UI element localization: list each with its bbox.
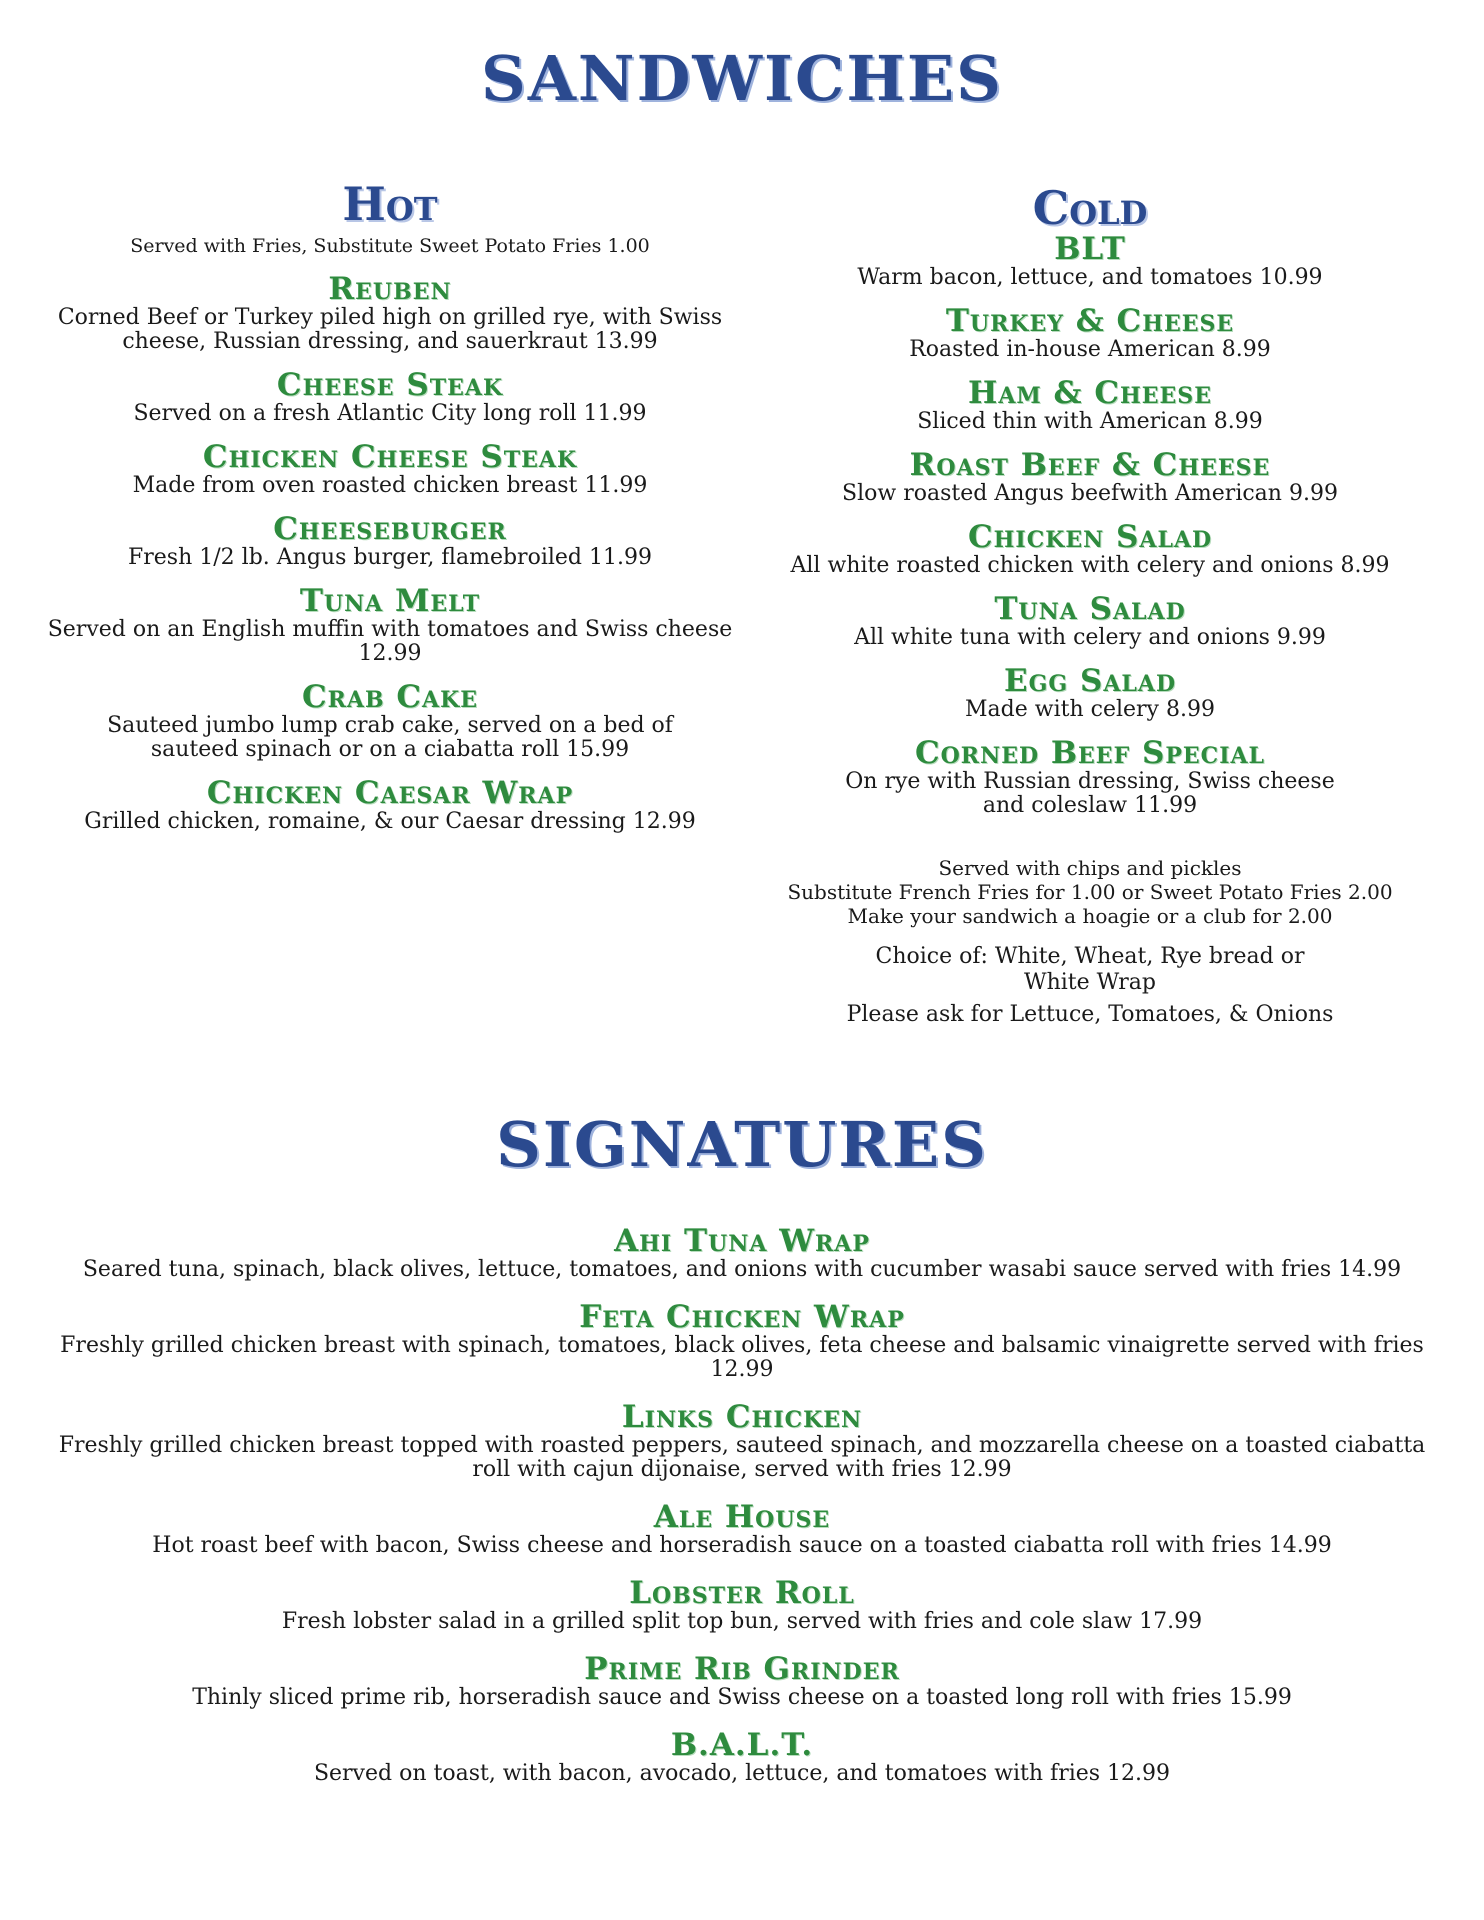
item-description: Served on an English muffin with tomatoes and Swiss cheese 12.99 xyxy=(47,617,733,666)
item-name: Feta Chicken Wrap xyxy=(579,1299,905,1335)
menu-item xyxy=(770,232,1410,290)
item-name: Tuna Melt xyxy=(299,583,481,619)
ask-line: Please ask for Lettuce, Tomatoes, & Onions xyxy=(846,1002,1334,1027)
item-name: B.A.L.T. xyxy=(670,1727,814,1763)
item-description: Seared tuna, spinach, black olives, lettuce, tomatoes, and onions with cucumber wasabi sauce served with fries 14.99 xyxy=(82,1257,1402,1282)
item-name: Ahi Tuna Wrap xyxy=(614,1223,870,1259)
menu-item xyxy=(770,736,1410,818)
item-name: Egg Salad xyxy=(1003,663,1177,699)
cold-heading: Cold xyxy=(1032,181,1148,235)
item-name: Tuna Salad xyxy=(994,591,1186,627)
item-name: Ale House xyxy=(653,1499,831,1535)
menu-item xyxy=(30,1224,1454,1282)
menu-item xyxy=(40,584,740,666)
signatures-list xyxy=(30,1224,1454,1786)
cold-notes xyxy=(770,856,1410,928)
menu-item xyxy=(770,304,1410,362)
menu-item xyxy=(30,1500,1454,1558)
note-line: Substitute French Fries for 1.00 or Sweet Potato Fries 2.00 xyxy=(787,880,1393,904)
item-description: Served on toast, with bacon, avocado, lettuce, and tomatoes with fries 12.99 xyxy=(313,1761,1171,1786)
item-name: Links Chicken xyxy=(621,1399,863,1435)
item-description: Thinly sliced prime rib, horseradish sauce and Swiss cheese on a toasted long roll with fries 15.99 xyxy=(192,1685,1292,1710)
item-name: Lobster Roll xyxy=(629,1575,855,1611)
menu-item xyxy=(40,272,740,354)
choice-line: Choice of: White, Wheat, Rye bread or xyxy=(875,944,1305,969)
item-name: Turkey & Cheese xyxy=(945,303,1235,339)
menu-item xyxy=(40,776,740,834)
item-description: Corned Beef or Turkey piled high on grilled rye, with Swiss cheese, Russian dressing, and sauerkraut 13.99 xyxy=(57,305,723,354)
menu-item xyxy=(30,1300,1454,1382)
item-description: Made with celery 8.99 xyxy=(965,697,1215,722)
item-description: Freshly grilled chicken breast topped with roasted peppers, sauteed spinach, and mozzarella cheese on a toasted ciabatta roll with cajun dijonaise, served with fries 12.99 xyxy=(58,1433,1426,1482)
item-description: All white tuna with celery and onions 9.99 xyxy=(854,625,1326,650)
note-line: Make your sandwich a hoagie or a club for 2.00 xyxy=(847,904,1333,928)
hot-column xyxy=(40,178,740,834)
item-description: Made from oven roasted chicken breast 11.99 xyxy=(132,473,648,498)
item-description: Served on a fresh Atlantic City long roll 11.99 xyxy=(133,401,647,426)
item-name: Ham & Cheese xyxy=(968,375,1212,411)
item-description: Sliced thin with American 8.99 xyxy=(917,409,1263,434)
sandwiches-title: SANDWICHES xyxy=(481,42,1003,115)
menu-item xyxy=(30,1576,1454,1634)
menu-item xyxy=(40,512,740,570)
menu-item xyxy=(770,664,1410,722)
item-name: Prime Rib Grinder xyxy=(584,1651,900,1687)
item-description: Freshly grilled chicken breast with spinach, tomatoes, black olives, feta cheese and balsamic vinaigrette served with fries 12.99 xyxy=(60,1333,1424,1382)
cold-column xyxy=(770,182,1410,1028)
item-name: BLT xyxy=(1054,231,1126,267)
menu-item xyxy=(40,368,740,426)
item-description: All white roasted chicken with celery and onions 8.99 xyxy=(790,553,1390,578)
item-description: Fresh 1/2 lb. Angus burger, flamebroiled 11.99 xyxy=(128,545,652,570)
menu-item xyxy=(770,592,1410,650)
hot-note: Served with Fries, Substitute Sweet Potato Fries 1.00 xyxy=(130,235,650,257)
choice-line: White Wrap xyxy=(1023,970,1156,995)
bread-choice xyxy=(770,944,1410,1028)
menu-item xyxy=(770,520,1410,578)
item-description: Grilled chicken, romaine, & our Caesar dressing 12.99 xyxy=(84,809,696,834)
item-name: Cheese Steak xyxy=(276,367,504,403)
item-description: Fresh lobster salad in a grilled split top bun, served with fries and cole slaw 17.99 xyxy=(281,1609,1203,1634)
menu-item xyxy=(30,1400,1454,1482)
item-name: Roast Beef & Cheese xyxy=(909,447,1271,483)
item-name: Chicken Caesar Wrap xyxy=(206,775,574,811)
menu-item xyxy=(770,376,1410,434)
menu-item xyxy=(770,448,1410,506)
item-description: Sauteed jumbo lump crab cake, served on a bed of sauteed spinach or on a ciabatta roll 15.99 xyxy=(107,713,673,762)
item-name: Corned Beef Special xyxy=(914,735,1266,771)
signatures-title: SIGNATURES xyxy=(496,1108,988,1181)
item-description: Hot roast beef with bacon, Swiss cheese and horseradish sauce on a toasted ciabatta roll with fries 14.99 xyxy=(152,1533,1332,1558)
item-name: Chicken Cheese Steak xyxy=(202,439,578,475)
item-name: Cheeseburger xyxy=(273,511,507,547)
hot-heading: Hot xyxy=(342,177,438,231)
item-name: Chicken Salad xyxy=(967,519,1213,555)
item-description: Roasted in-house American 8.99 xyxy=(909,337,1271,362)
item-name: Reuben xyxy=(328,271,452,307)
menu-item xyxy=(40,440,740,498)
note-line: Served with chips and pickles xyxy=(938,856,1242,880)
menu-item xyxy=(30,1728,1454,1786)
item-description: On rye with Russian dressing, Swiss cheese and coleslaw 11.99 xyxy=(845,769,1335,818)
menu-item xyxy=(40,680,740,762)
item-description: Warm bacon, lettuce, and tomatoes 10.99 xyxy=(857,265,1323,290)
item-name: Crab Cake xyxy=(301,679,479,715)
menu-item xyxy=(30,1652,1454,1710)
item-description: Slow roasted Angus beefwith American 9.99 xyxy=(842,481,1338,506)
